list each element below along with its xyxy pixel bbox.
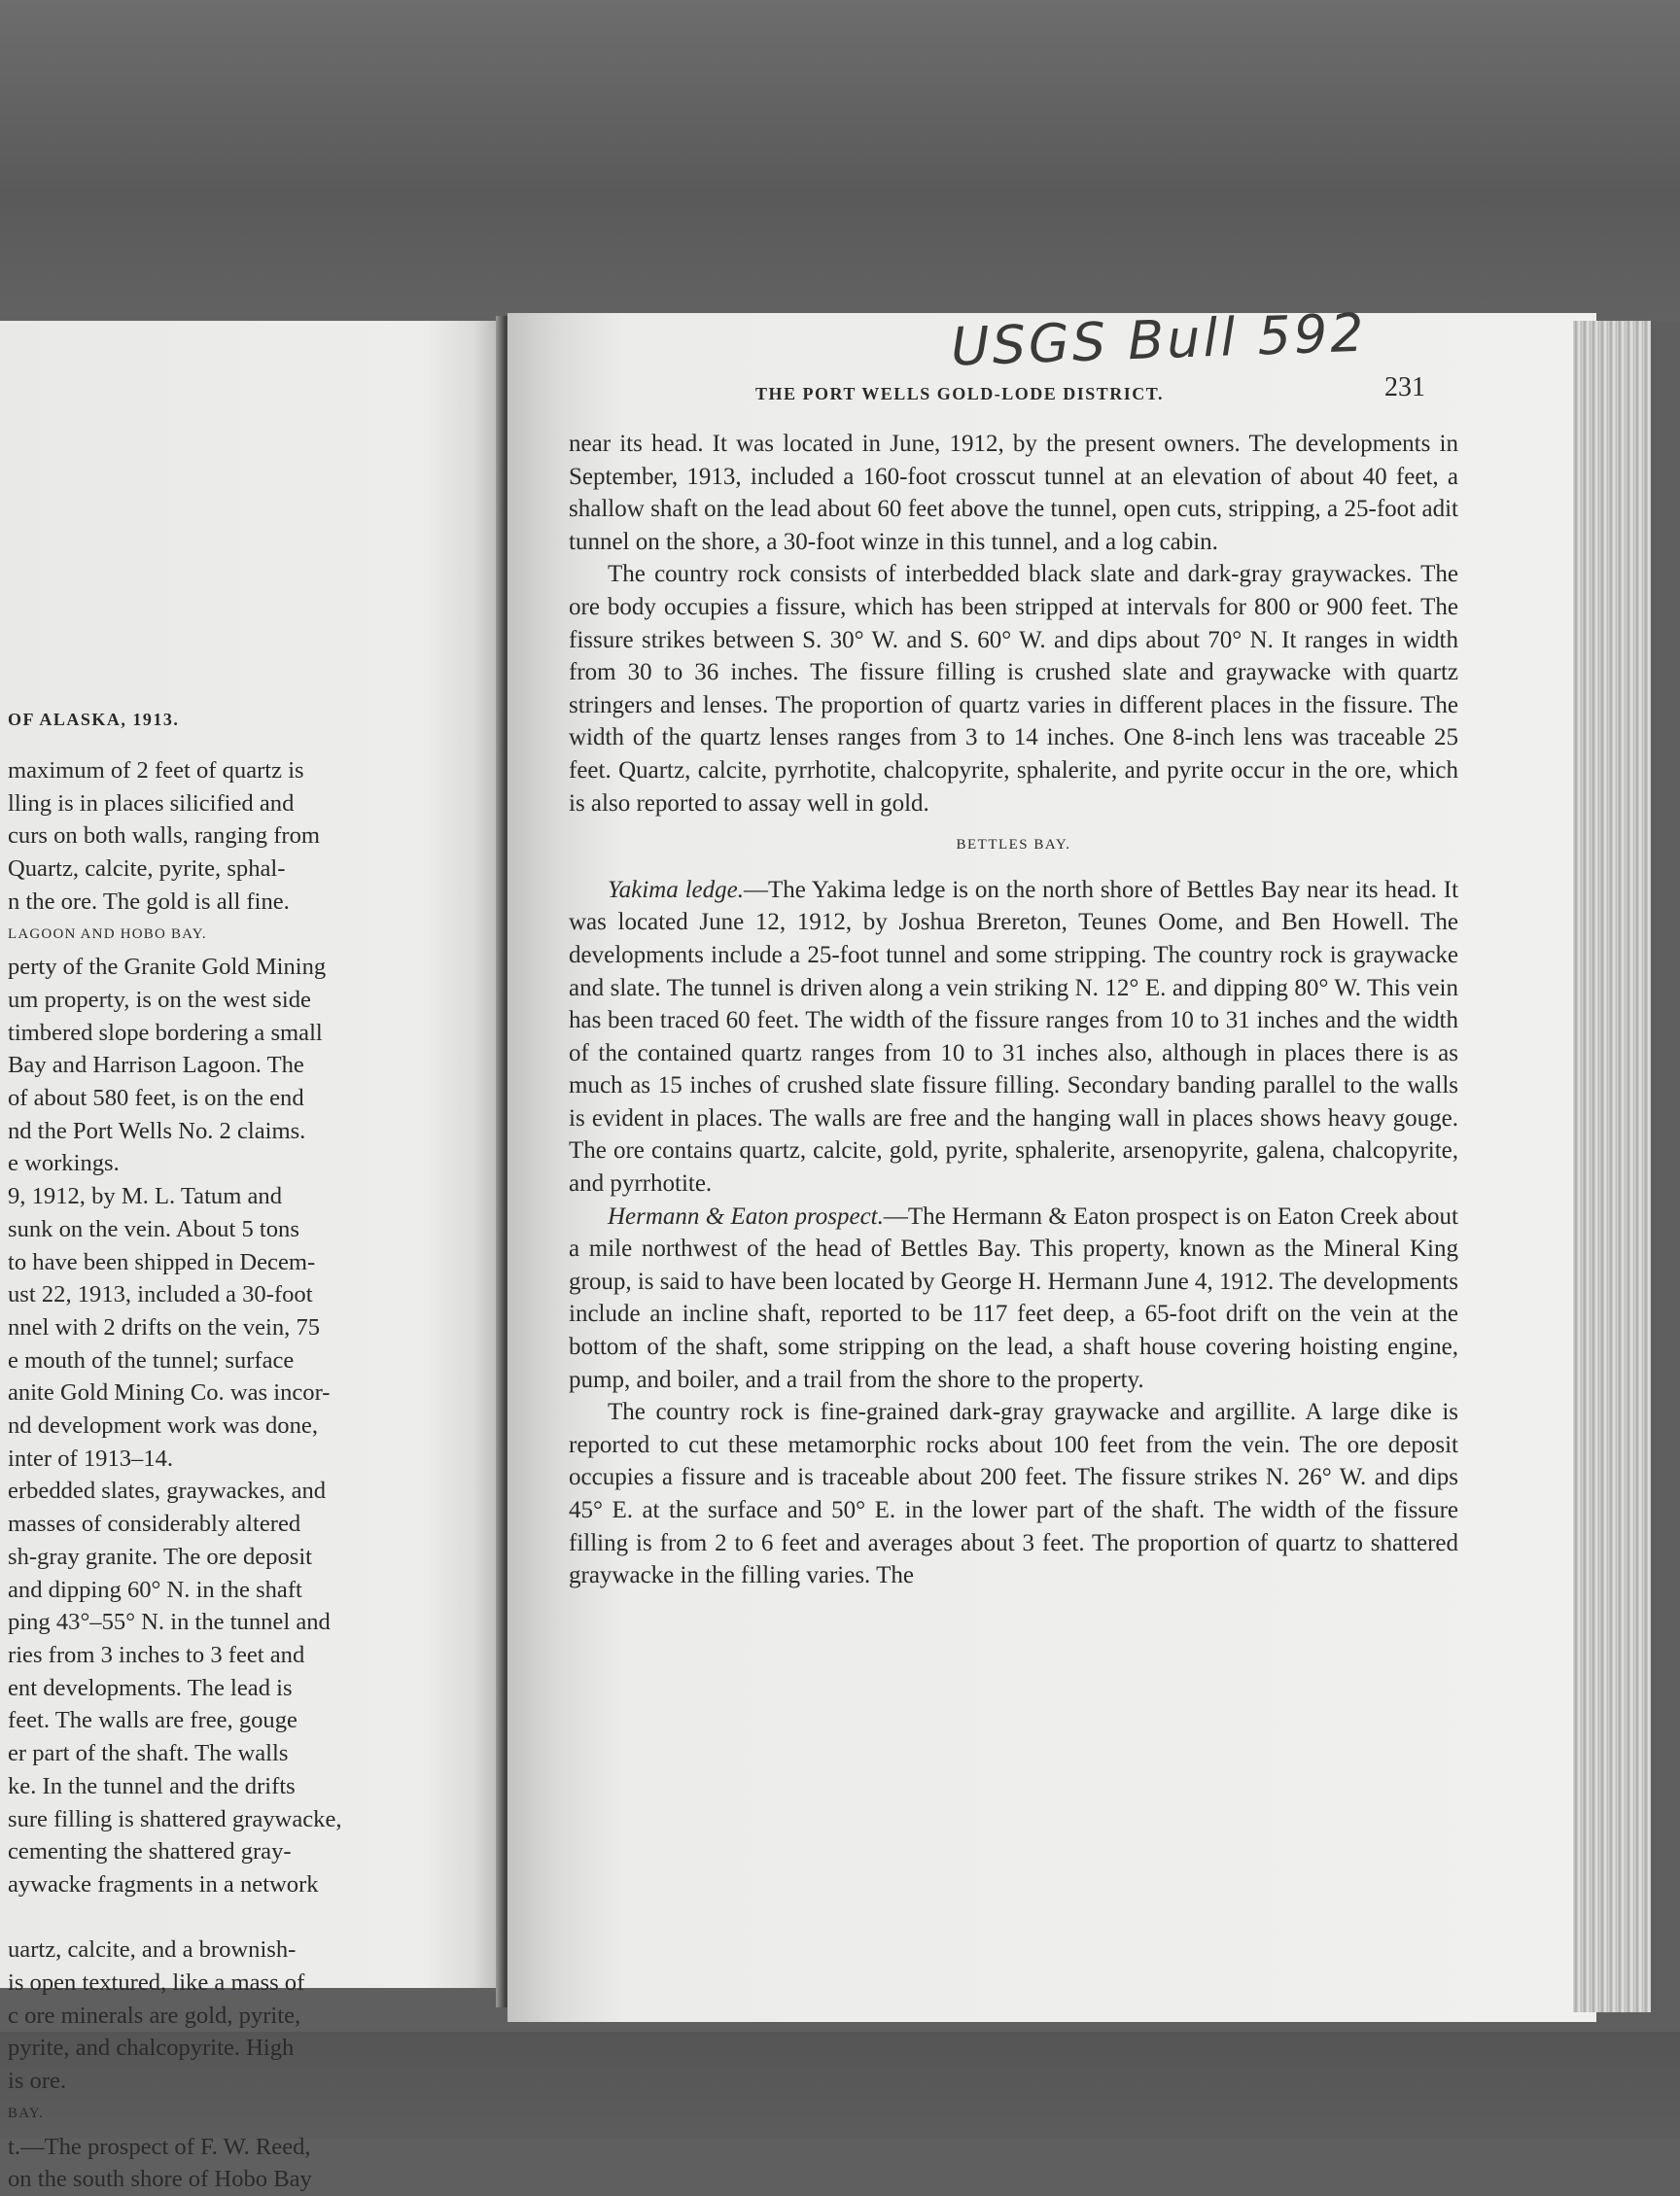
text-line: nd the Port Wells No. 2 claims. [8,1117,306,1144]
text-line: sh-gray granite. The ore deposit [8,1543,313,1570]
text-line: to have been shipped in Decem- [8,1248,316,1275]
text-line: is ore. [8,2068,67,2095]
left-page-text [8,754,426,2196]
text-line: maximum of 2 feet of quartz is [8,757,304,784]
text-line: inter of 1913–14. [8,1445,174,1472]
left-page [0,321,498,2193]
paragraph: The country rock consists of interbedded black slate and dark-gray graywackes. The ore body occupies a fissure, which has been stripped at intervals for 800 or 900 feet. The fissure strikes between S. 30° W. and S. 60° W. and dips about 70° N. It ranges in width from 30 to 36 inches. The fissure filling is crushed slate and graywacke with quartz stringers and lenses. The proportion of quartz varies in different places in the fissure. The width of the quartz lenses ranges from 3 to 14 inches. One 8-inch lens was traceable 25 feet. Quartz, calcite, pyrrhotite, chalcopyrite, sphalerite, and pyrite occur in the ore, which is also reported to assay well in gold. [569,561,1458,817]
text-line: t.—The prospect of F. W. Reed, [8,2133,311,2160]
text-line: nd development work was done, [8,1412,318,1440]
text-line: c ore minerals are gold, pyrite, [8,2002,301,2029]
page-edges [1573,321,1651,2012]
text-line: feet. The walls are free, gouge [8,1707,298,1734]
text-line: sure filling is shattered graywacke, [8,1805,342,1832]
paragraph: The country rock is fine-grained dark-gray graywacke and argillite. A large dike is reported to cut these metamorphic rocks about 100 feet from the vein. The ore deposit occupies a fissure and is traceable about 200 feet. The fissure strikes N. 26° W. and dips 45° E. at the surface and 50° E. in the lower part of the shaft. The width of the fissure filling is from 2 to 6 feet and averages about 3 feet. The proportion of quartz to shattered graywacke in the filling varies. The [569,1399,1458,1589]
text-line: of about 580 feet, is on the end [8,1085,304,1112]
text-line: erbedded slates, graywackes, and [8,1478,327,1505]
text-line: 9, 1912, by M. L. Tatum and [8,1183,282,1210]
text-line: LAGOON AND HOBO BAY. [8,925,207,942]
text-line: uartz, calcite, and a brownish- [8,1936,297,1964]
text-line: nnel with 2 drifts on the vein, 75 [8,1313,321,1341]
paragraph-title: Yakima ledge. [608,876,744,903]
text-line: ent developments. The lead is [8,1674,293,1701]
text-line: curs on both walls, ranging from [8,822,321,850]
text-line: anite Gold Mining Co. was incor- [8,1379,331,1407]
text-line: and dipping 60° N. in the shaft [8,1576,302,1603]
paragraph: near its head. It was located in June, 1912, by the present owners. The developments in September, 1913, included a 160-foot crosscut tunnel at an elevation of about 40 feet, a shallow shaft on the lead about 60 feet above the tunnel, open cuts, stripping, a 25-foot adit tunnel on the shore, a 30-foot winze in this tunnel, and a log cabin. [569,431,1458,555]
text-line: n the ore. The gold is all fine. [8,888,290,915]
text-line [8,1901,426,1935]
text-line: ust 22, 1913, included a 30-foot [8,1281,313,1308]
text-line: aywacke fragments in a network [8,1870,319,1898]
text-line: perty of the Granite Gold Mining [8,954,327,981]
right-running-head: THE PORT WELLS GOLD-LODE DISTRICT. [755,384,1164,403]
text-line: masses of considerably altered [8,1511,301,1538]
paragraph: Yakima ledge.—The Yakima ledge is on the north shore of Bettles Bay near its head. It was located June 12, 1912, by Joshua Brereton, Teunes Oome, and Ben Howell. The developments include a 25-foot tunnel and some stripping. The country rock is graywacke and slate. The tunnel is driven along a vein striking N. 12° E. and dipping 80° W. This vein has been traced 60 feet. The width of the fissure ranges from 10 to 31 inches and the width of the contained quartz ranges from 10 to 31 inches also, although in places there is as much as 15 inches of crushed slate fissure filling. Secondary banding parallel to the walls is evident in places. The walls are free and the hanging wall in places shows heavy gouge. The ore contains quartz, calcite, gold, pyrite, sphalerite, arsenopyrite, galena, chalcopyrite, and pyrrhotite. [569,876,1459,1198]
left-running-head: OF ALASKA, 1913. [8,710,180,729]
text-line: e workings. [8,1150,120,1177]
paragraph: Hermann & Eaton prospect.—The Hermann & Eaton prospect is on Eaton Creek about a mile northwest of the head of Bettles Bay. This property, known as the Mineral King group, is said to have been located by George H. Hermann June 4, 1912. The developments include an incline shaft, reported to be 117 feet deep, a 65-foot drift on the vein at the bottom of the shaft, some stripping on the lead, a shaft house covering hoisting engine, pump, and boiler, and a trail from the shore to the property. [569,1203,1458,1393]
text-line: sunk on the vein. About 5 tons [8,1215,299,1242]
text-line: is open textured, like a mass of [8,1969,305,1997]
text-line: um property, is on the west side [8,986,311,1013]
page-number: 231 [1384,372,1425,402]
text-line: Quartz, calcite, pyrite, sphal- [8,855,286,883]
text-line: ries from 3 inches to 3 feet and [8,1641,305,1668]
text-line: on the south shore of Hobo Bay [8,2166,312,2193]
text-line: BAY. [8,2105,44,2121]
text-line: ke. In the tunnel and the drifts [8,1772,296,1799]
text-line: pyrite, and chalcopyrite. High [8,2035,295,2062]
text-line: Bay and Harrison Lagoon. The [8,1052,304,1079]
paragraph-title: Hermann & Eaton prospect. [608,1203,884,1230]
scan-background-top [0,0,1680,321]
handwritten-annotation: USGS Bull 592 [950,301,1368,378]
text-line: e mouth of the tunnel; surface [8,1346,295,1374]
text-line: lling is in places silicified and [8,789,295,817]
right-page-text [569,428,1458,1592]
section-heading: BETTLES BAY. [956,837,1071,854]
text-line: ping 43°–55° N. in the tunnel and [8,1609,331,1636]
text-line: timbered slope bordering a small [8,1019,323,1046]
text-line: er part of the shaft. The walls [8,1740,289,1767]
text-line: cementing the shattered gray- [8,1838,292,1865]
